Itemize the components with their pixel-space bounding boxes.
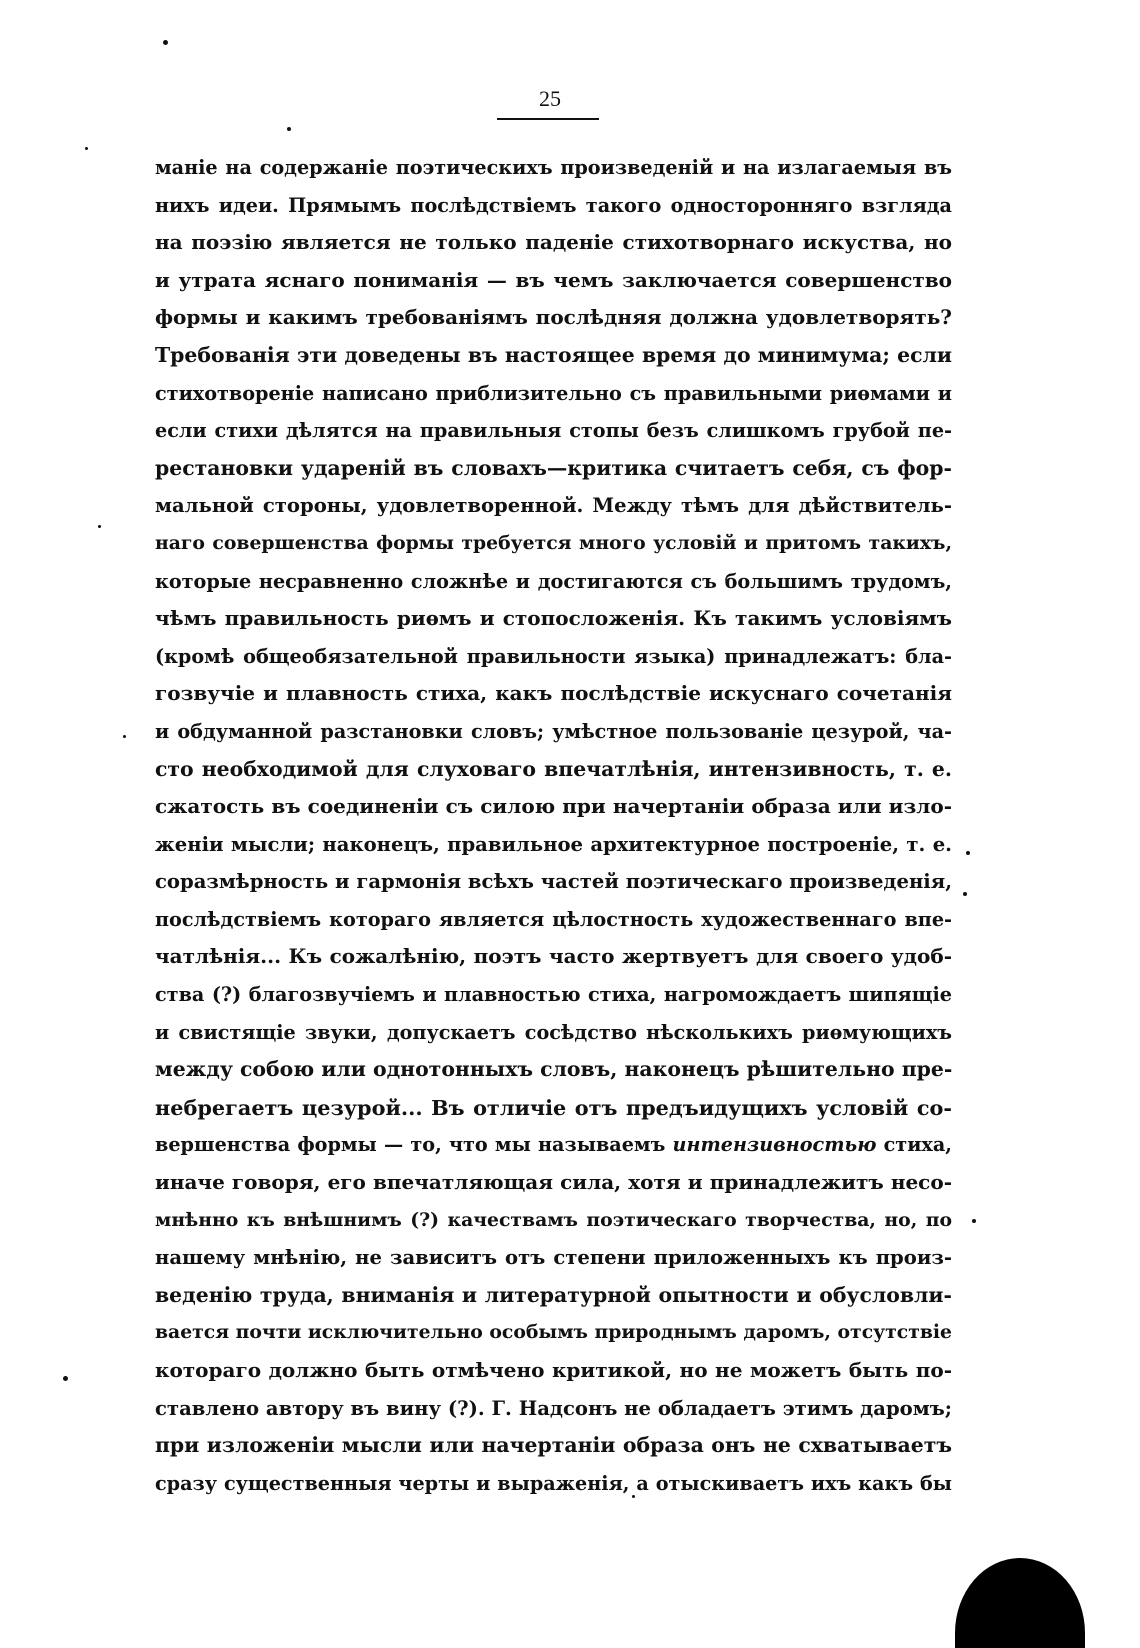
text-line: ставлено автору въ вину (?). Г. Надсонъ не обладаетъ этимъ даромъ; xyxy=(155,1396,952,1420)
text-line: при изложеніи мысли или начертаніи образа онъ не схватываетъ xyxy=(155,1433,952,1458)
text-line: и обдуманной разстановки словъ; умѣстное пользованіе цезурой, ча- xyxy=(155,719,952,743)
page-number: 25 xyxy=(539,86,561,111)
text-line: нашему мнѣнію, не зависитъ отъ степени приложенныхъ къ произ- xyxy=(155,1246,952,1270)
text-line: сжатость въ соединеніи съ силою при начертаніи образа или изло- xyxy=(155,794,952,819)
ink-blot xyxy=(955,1558,1085,1648)
text-line: котораго должно быть отмѣчено критикой, но не можетъ быть по- xyxy=(155,1358,952,1382)
text-line: маніе на содержаніе поэтическихъ произведеній и на излагаемыя въ xyxy=(155,156,952,179)
text-line: наго совершенства формы требуется много условій и притомъ такихъ, xyxy=(155,531,952,554)
text-line: на поэзію является не только паденіе стихотворнаго искуства, но xyxy=(155,230,952,255)
scan-speck xyxy=(966,851,970,855)
text-line: сразу существенныя черты и выраженія, а отыскиваетъ ихъ какъ бы xyxy=(155,1471,952,1495)
body-text xyxy=(155,149,952,1502)
page-number-rule xyxy=(497,118,599,120)
scan-speck xyxy=(85,147,88,150)
scan-speck xyxy=(972,1219,976,1223)
text-line-with-emphasis xyxy=(155,1126,952,1164)
text-line: вается почти исключительно особымъ природнымъ даромъ, отсутствіе xyxy=(155,1321,952,1344)
text-line: чатлѣнія... Къ сожалѣнію, поэтъ часто жертвуетъ для своего удоб- xyxy=(155,944,952,969)
text-line: ства (?) благозвучіемъ и плавностью стиха, нагромождаетъ шипящіе xyxy=(155,983,952,1007)
text-line: гозвучіе и плавность стиха, какъ послѣдствіе искуснаго сочетанія xyxy=(155,681,952,706)
text-line: мальной стороны, удовлетворенной. Между тѣмъ для дѣйствитель- xyxy=(155,494,952,518)
scan-speck xyxy=(163,40,168,45)
text-line: если стихи дѣлятся на правильныя стопы безъ слишкомъ грубой пе- xyxy=(155,419,952,443)
emphasized-term: интензивностью xyxy=(672,1133,877,1157)
text-line: которые несравненно сложнѣе и достигаются съ большимъ трудомъ, xyxy=(155,569,952,593)
text-line: Требованія эти доведены въ настоящее время до минимума; если xyxy=(155,342,952,367)
scan-speck xyxy=(632,1495,635,1498)
text-line: нихъ идеи. Прямымъ послѣдствіемъ такого односторонняго взгляда xyxy=(155,193,952,217)
text-line: веденію труда, вниманія и литературной опытности и обусловли- xyxy=(155,1282,952,1307)
text-line: стихотвореніе написано приблизительно съ правильными риѳмами и xyxy=(155,381,952,405)
text-line: рестановки удареній въ словахъ—критика считаетъ себя, съ фор- xyxy=(155,455,952,480)
text-line: соразмѣрность и гармонія всѣхъ частей поэтическаго произведенія, xyxy=(155,870,952,894)
text-line: между собою или однотонныхъ словъ, наконецъ рѣшительно пре- xyxy=(155,1057,952,1082)
scan-speck xyxy=(63,1376,68,1381)
text-line: формы и какимъ требованіямъ послѣдняя должна удовлетворять? xyxy=(155,305,952,330)
text-line: иначе говоря, его впечатляющая сила, хотя и принадлежитъ несо- xyxy=(155,1170,952,1195)
text-line: мнѣнно къ внѣшнимъ (?) качествамъ поэтическаго творчества, но, по xyxy=(155,1208,952,1231)
scan-speck xyxy=(287,127,291,131)
text-line: и свистящіе звуки, допускаетъ сосѣдство нѣсколькихъ риѳмующихъ xyxy=(155,1020,952,1044)
text-segment: вершенства формы — то, что мы называемъ xyxy=(155,1133,673,1157)
scan-speck xyxy=(963,892,967,896)
text-line: сто необходимой для слуховаго впечатлѣнія, интензивность, т. е. xyxy=(155,756,952,781)
text-line: чѣмъ правильность риѳмъ и стопосложенія. Къ такимъ условіямъ xyxy=(155,606,952,631)
text-line: (кромѣ общеобязательной правильности языка) принадлежатъ: бла- xyxy=(155,644,952,668)
scan-speck xyxy=(123,735,126,738)
text-line: женіи мысли; наконецъ, правильное архитектурное построеніе, т. е. xyxy=(155,832,952,856)
text-segment: стиха, xyxy=(876,1133,952,1157)
scan-speck xyxy=(98,525,101,528)
text-line: и утрата яснаго пониманія — въ чемъ заключается совершенство xyxy=(155,267,952,292)
text-line: небрегаетъ цезурой... Въ отличіе отъ предъидущихъ условій со- xyxy=(155,1094,952,1120)
text-line: послѣдствіемъ котораго является цѣлостность художественнаго впе- xyxy=(155,907,952,931)
